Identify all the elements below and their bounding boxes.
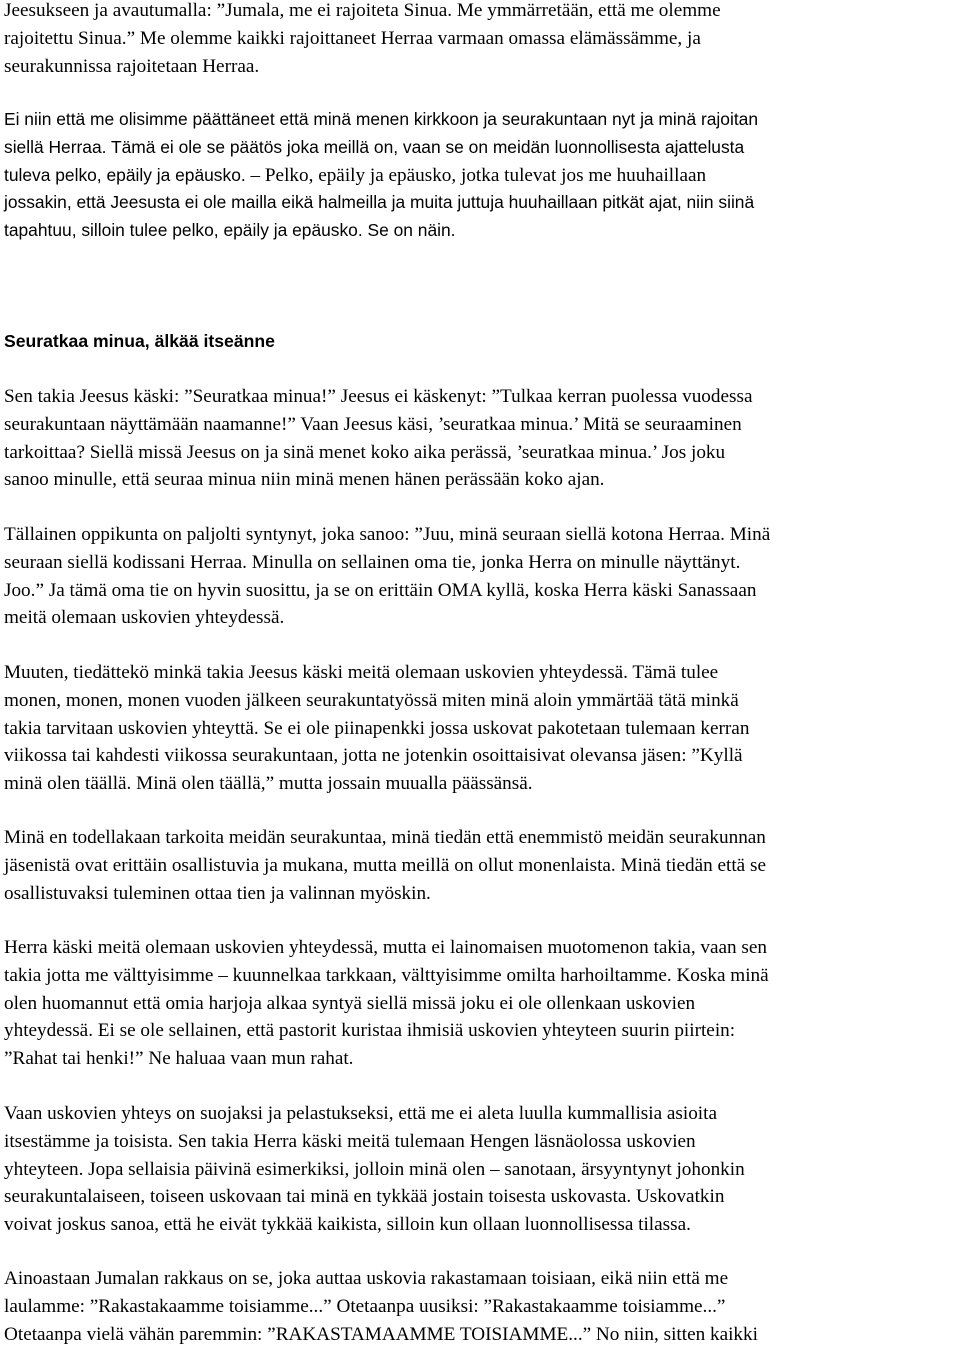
- paragraph-line: takia jotta me välttyisimme – kuunnelkaa tarkkaan, välttyisimme omilta harhoiltamme. Koska minä: [4, 964, 769, 986]
- paragraph-line: Tällainen oppikunta on paljolti syntynyt, joka sanoo: ”Juu, minä seuraan siellä kotona Herraa. Minä: [4, 524, 771, 545]
- paragraph-5: [4, 659, 749, 798]
- paragraph-line: ”Rahat tai henki!” Ne haluaa vaan mun rahat.: [4, 1048, 354, 1070]
- paragraph-line: seurakuntalaiseen, toiseen uskovaan tai minä en tykkää jostain toisesta uskovasta. Uskovatkin: [4, 1186, 725, 1208]
- section-heading: Seuratkaa minua, älkää itseänne: [4, 331, 275, 351]
- paragraph-line: seurakunnissa rajoitetaan Herraa.: [4, 55, 260, 77]
- paragraph-7: [4, 934, 769, 1073]
- paragraph-line: seuraan siellä kodissani Herraa. Minulla on sellainen oma tie, jonka Herra on minulle näyttänyt.: [4, 551, 741, 573]
- paragraph-line: tarkoittaa? Siellä missä Jeesus on ja sinä menet koko aika perässä, ’seuratkaa minua.’ Jos joku: [4, 441, 726, 463]
- paragraph-line: Herra käski meitä olemaan uskovien yhteydessä, mutta ei lainomaisen muotomenon takia, vaan sen: [4, 937, 768, 958]
- paragraph-line: meitä olemaan uskovien yhteydessä.: [4, 607, 285, 629]
- paragraph-line: Ainoastaan Jumalan rakkaus on se, joka auttaa uskovia rakastamaan toisiaan, eikä niin että me: [4, 1268, 729, 1289]
- paragraph-line: [4, 134, 758, 162]
- paragraph-line: takia tarvitaan uskovien yhteyttä. Se ei ole piinapenkki jossa uskovat pakotetaan tulemaan kerran: [4, 717, 750, 739]
- paragraph-line: yhteydessä. Ei se ole sellainen, että pastorit kuristaa ihmisiä uskovien yhteyteen suurin piirtein:: [4, 1020, 736, 1042]
- paragraph-line: rajoitettu Sinua.” Me olemme kaikki rajoittaneet Herraa varmaan omassa elämässämme, ja: [4, 27, 701, 49]
- paragraph-line: Otetaanpa vielä vähän paremmin: ”RAKASTAMAAMME TOISIAMME...” No niin, sitten kaikki: [4, 1323, 758, 1345]
- paragraph-2: [4, 106, 758, 245]
- paragraph-line: laulamme: ”Rakastakaamme toisiamme...” Otetaanpa uusiksi: ”Rakastakaamme toisiamme...”: [4, 1295, 726, 1317]
- paragraph-line: voivat joskus sanoa, että he eivät tykkää kaikista, silloin kun ollaan luonnollisessa tilassa.: [4, 1214, 691, 1236]
- paragraph-line: yhteyteen. Jopa sellaisia päivinä esimerkiksi, jolloin minä olen – sanotaan, ärsyyntynyt johonkin: [4, 1158, 745, 1180]
- paragraph-line: sanoo minulle, että seuraa minua niin minä menen hänen perässään koko ajan.: [4, 469, 605, 491]
- paragraph-line: tapahtuu, silloin tulee pelko, epäily ja epäusko. Se on näin.: [4, 220, 456, 241]
- paragraph-line: minä olen täällä. Minä olen täällä,” mutta jossain muualla päässänsä.: [4, 773, 533, 795]
- text-segment: Tämä ei ole se päätös joka meillä on, vaan se on meidän luonnollisesta ajattelusta: [106, 136, 745, 157]
- paragraph-8: [4, 1100, 745, 1239]
- paragraph-line: Jeesukseen ja avautumalla: ”Jumala, me ei rajoiteta Sinua. Me ymmärretään, että me olemme: [4, 0, 721, 21]
- paragraph-9: [4, 1265, 758, 1348]
- text-segment: – Pelko, epäily ja epäusko, jotka tulevat jos me huuhaillaan: [245, 164, 707, 186]
- paragraph-line: jäsenistä ovat erittäin osallistuvia ja mukana, mutta meillä on ollut monenlaista. Minä tiedän että se: [4, 854, 766, 876]
- paragraph-line: Vaan uskovien yhteys on suojaksi ja pelastukseksi, että me ei aleta luulla kummallisia asioita: [4, 1103, 717, 1124]
- paragraph-1: [4, 0, 721, 80]
- paragraph-line: olen huomannut että omia harjoja alkaa syntyä siellä missä joku ei ole ollenkaan uskovien: [4, 992, 696, 1014]
- paragraph-line: Joo.” Ja tämä oma tie on hyvin suosittu, ja se on erittäin OMA kyllä, koska Herra käski Sanassaan: [4, 579, 757, 601]
- paragraph-line: [4, 162, 758, 190]
- paragraph-line: jossakin, että Jeesusta ei ole mailla eikä halmeilla ja muita juttuja huuhaillaan pitkät ajat, niin siinä: [4, 192, 755, 213]
- text-segment: siellä Herraa.: [4, 136, 107, 157]
- paragraph-line: Muuten, tiedättekö minkä takia Jeesus käski meitä olemaan uskovien yhteydessä. Tämä tulee: [4, 662, 719, 683]
- paragraph-4: [4, 521, 770, 632]
- paragraph-line: Ei niin että me olisimme päättäneet että minä menen kirkkoon ja seurakuntaan nyt ja minä rajoitan: [4, 109, 758, 129]
- text-segment: tuleva pelko, epäily ja epäusko.: [4, 164, 246, 185]
- paragraph-3: [4, 383, 752, 494]
- paragraph-line: monen, monen, monen vuoden jälkeen seurakuntatyössä miten minä aloin ymmärtää tätä minkä: [4, 689, 739, 711]
- paragraph-line: itsestämme ja toisista. Sen takia Herra käski meitä tulemaan Hengen läsnäolossa uskovien: [4, 1130, 696, 1152]
- paragraph-line: Minä en todellakaan tarkoita meidän seurakuntaa, minä tiedän että enemmistö meidän seurakunnan: [4, 827, 766, 848]
- paragraph-line: osallistuvaksi tuleminen ottaa tien ja valinnan myöskin.: [4, 882, 431, 904]
- paragraph-6: [4, 824, 766, 907]
- paragraph-line: seurakuntaan näyttämään naamanne!” Vaan Jeesus käsi, ’seuratkaa minua.’ Mitä se seuraaminen: [4, 413, 742, 435]
- paragraph-line: Sen takia Jeesus käski: ”Seuratkaa minua!” Jeesus ei käskenyt: ”Tulkaa kerran puolessa vuodessa: [4, 386, 753, 407]
- paragraph-line: viikossa tai kahdesti viikossa seurakuntaan, jotta ne jotenkin osoittaisivat olevansa jäsen: ”Kyllä: [4, 745, 743, 767]
